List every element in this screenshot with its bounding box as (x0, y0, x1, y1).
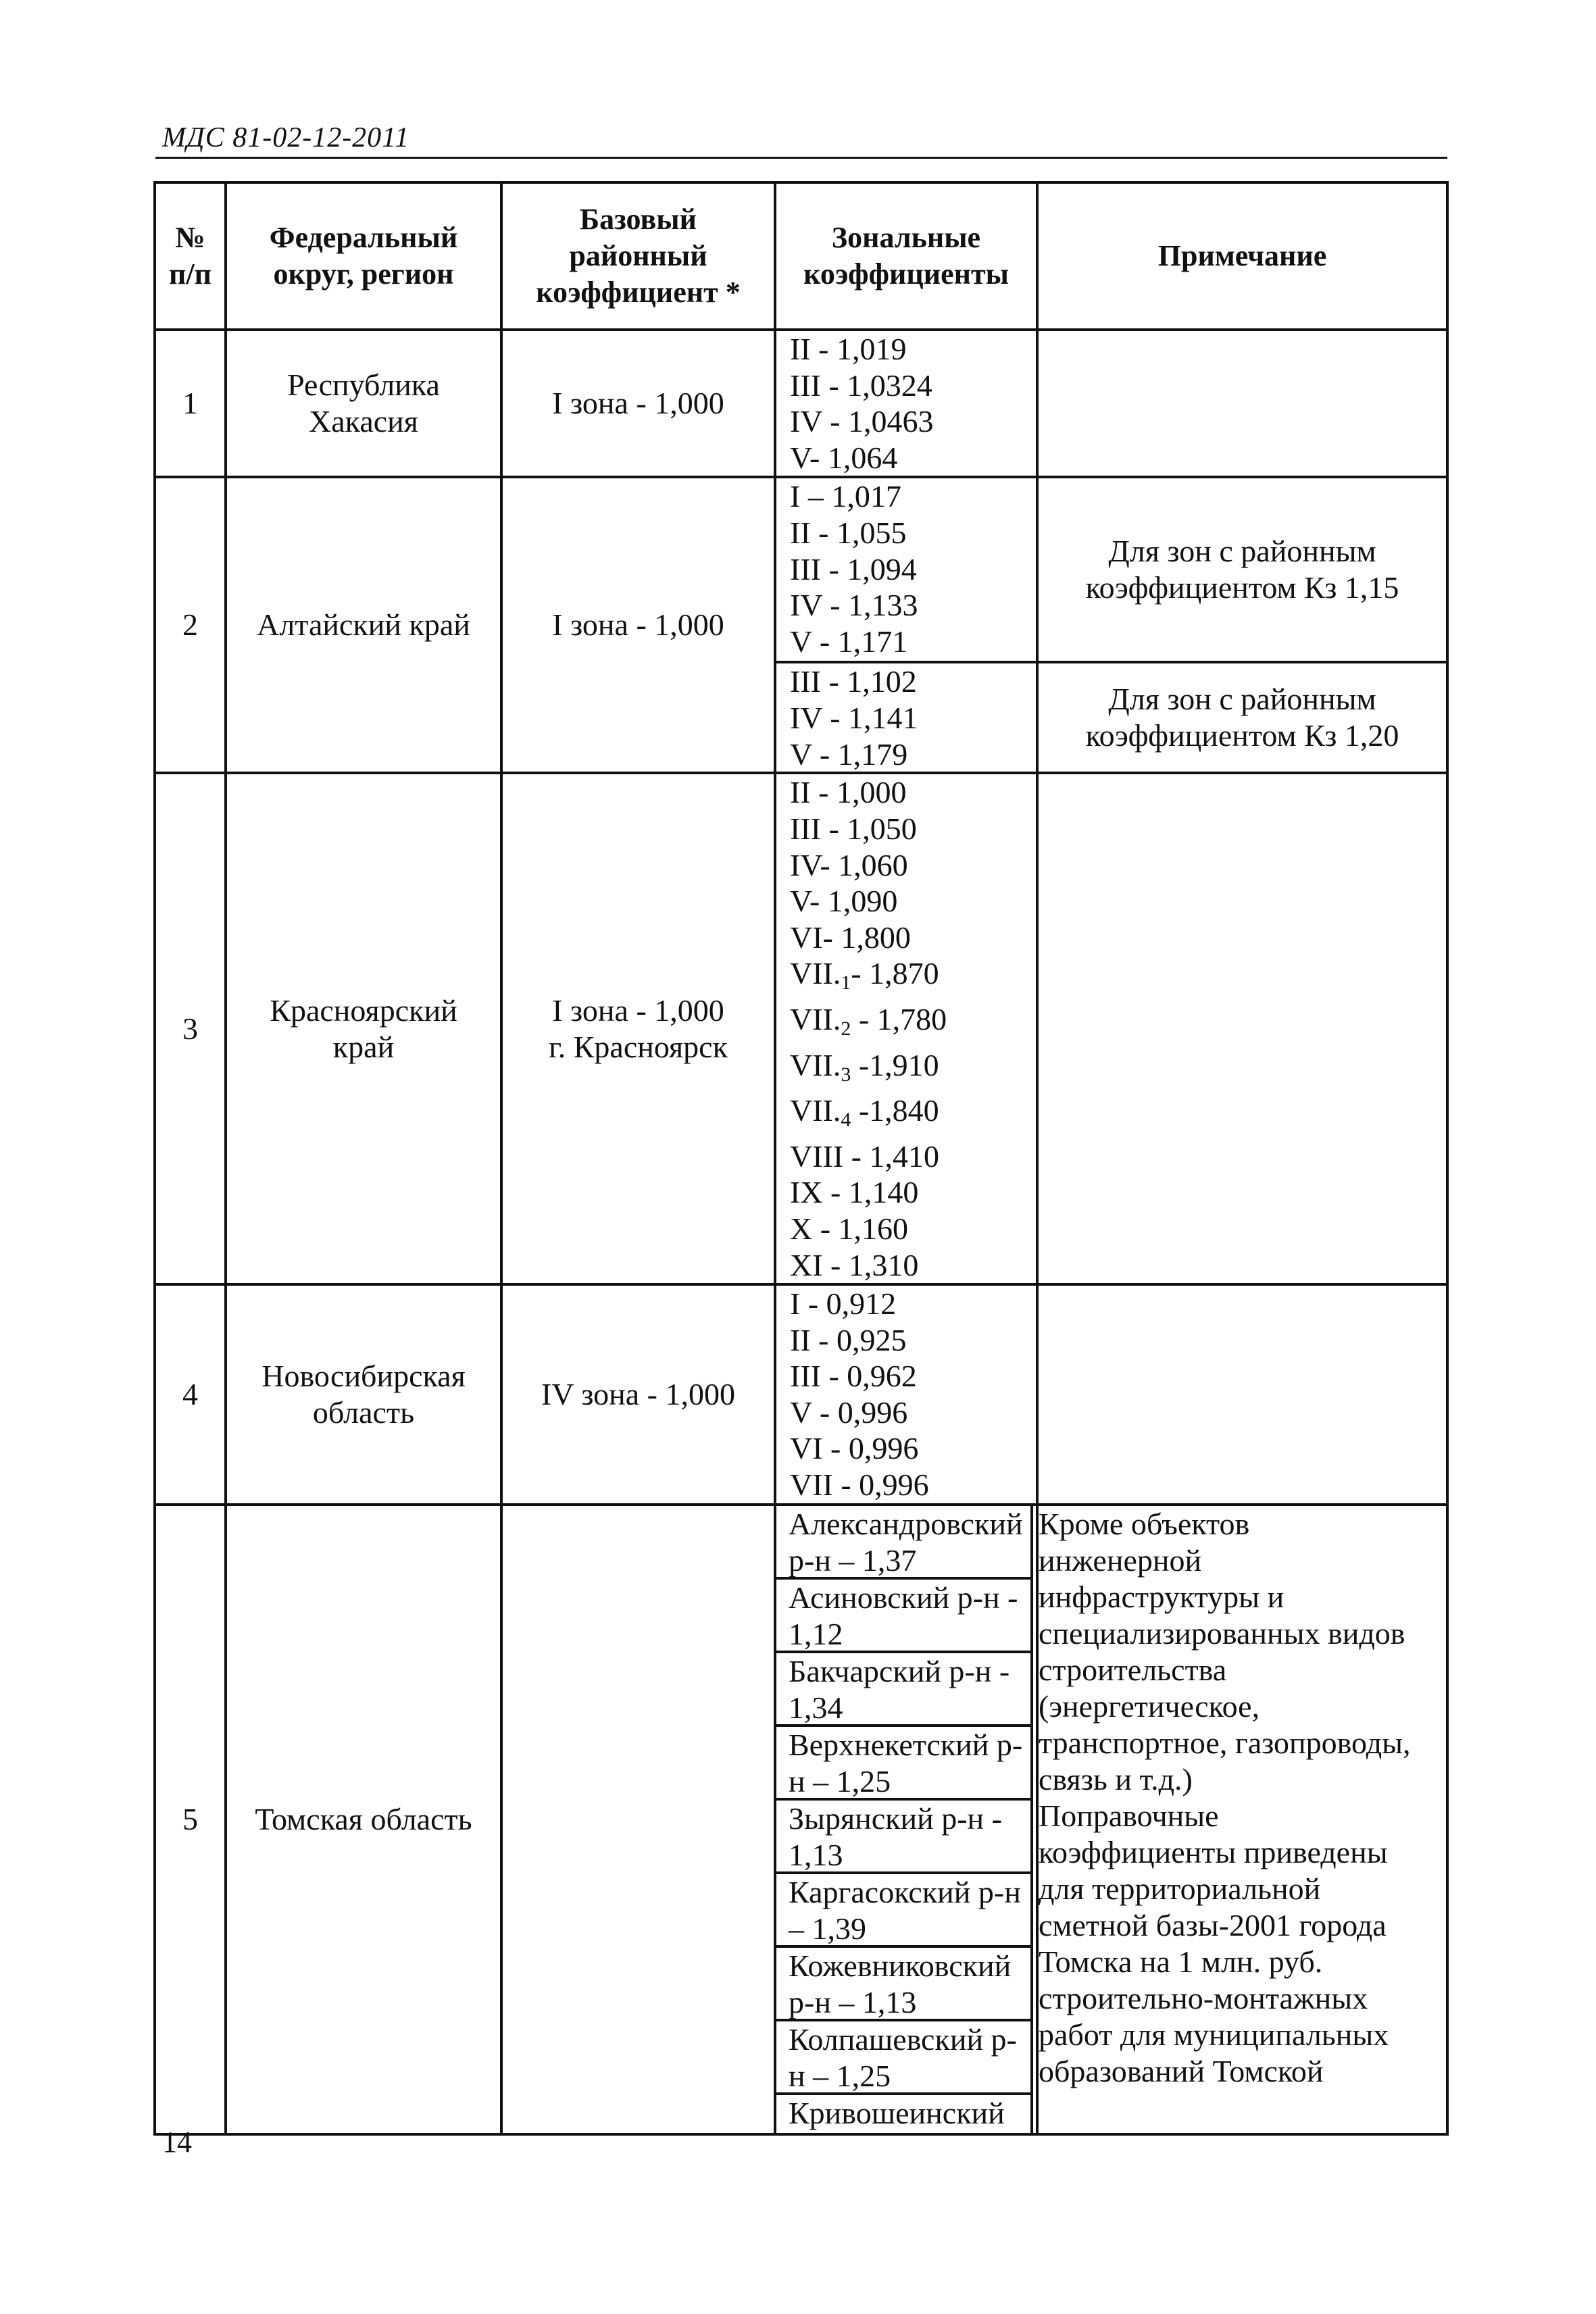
note-split (1037, 477, 1447, 773)
row-number: 3 (155, 773, 226, 1284)
zone-coefficient-line: X - 1,160 (790, 1211, 909, 1246)
table-row (155, 1284, 1447, 1505)
note-kz-1-15: Для зон с районным коэффициентом Кз 1,15 (1039, 478, 1446, 663)
zone-coefficients (775, 1284, 1037, 1505)
note-tomsk: Кроме объектов инженерной инфраструктуры и специализированных видов строительства (энергетическое, транспортное, газопроводы, связь и т.д.) Поправочные коэффициенты приведены для территориальной сметной базы-2001 города Томска на 1 млн. руб. строительно-монтажных работ для муниципальных образований Томской (1037, 1505, 1447, 2134)
note-kz-1-20: Для зон с районным коэффициентом Кз 1,20 (1085, 682, 1399, 753)
zone-coefficient-line: III - 1,094 (790, 551, 917, 586)
note (1037, 773, 1447, 1284)
header-rule (155, 157, 1447, 159)
zone-coefficient-line: III - 1,0324 (790, 368, 932, 403)
zone-coefficients-group-1-15 (776, 478, 1036, 663)
base-coefficient: I зона - 1,000 (501, 477, 775, 773)
zone-coefficient-line: XI - 1,310 (790, 1247, 919, 1282)
region-name: Алтайский край (226, 477, 501, 773)
zone-coefficients (775, 330, 1037, 477)
note (1037, 1284, 1447, 1505)
base-coefficient: IV зона - 1,000 (501, 1284, 775, 1505)
column-header-number: № п/п (155, 182, 226, 330)
document-code: МДС 81-02-12-2011 (162, 122, 410, 153)
base-coefficient (501, 1505, 775, 2134)
zone-coefficient-line: VII - 0,996 (790, 1467, 929, 1503)
column-header-base-coefficient: Базовый районный коэффициент * (501, 182, 775, 330)
zone-coefficients-split (775, 477, 1037, 773)
zone-coefficient-line: I – 1,017 (790, 479, 901, 514)
zone-coefficient-line: IX - 1,140 (790, 1175, 919, 1210)
district-item: Александровский р-н – 1,37 (776, 1506, 1033, 1580)
column-header-note: Примечание (1037, 182, 1447, 330)
zone-coefficient-line: V- 1,064 (790, 440, 898, 475)
zone-coefficient-line: II - 1,000 (790, 775, 907, 810)
row-number: 1 (155, 330, 226, 477)
row-number: 2 (155, 477, 226, 773)
zone-coefficient-line: III - 1,050 (790, 811, 917, 846)
district-item: Кривошеинский (776, 2095, 1033, 2133)
zone-coefficients-group-1-20 (776, 663, 1036, 772)
zone-coefficient-line: III - 0,962 (790, 1359, 917, 1394)
zone-coefficient-line: VI- 1,800 (790, 920, 911, 955)
row-number: 4 (155, 1284, 226, 1505)
zone-coefficient-line: IV - 1,133 (790, 588, 918, 623)
coefficients-table (153, 181, 1449, 2136)
zone-coefficient-line: II - 0,925 (790, 1322, 907, 1357)
table-row (155, 1505, 1447, 2134)
zone-coefficient-line: $VII._2 - 1,780$ (790, 1001, 947, 1040)
region-name: Томская область (226, 1505, 501, 2134)
zone-coefficient-line: IV - 1,0463 (790, 404, 934, 439)
district-item: Асиновский р-н - 1,12 (776, 1580, 1033, 1653)
table-row (155, 330, 1447, 477)
district-item: Верхнекетский р- н – 1,25 (776, 1727, 1033, 1801)
region-name: Красноярский край (226, 773, 501, 1284)
district-item: Каргасокский р-н – 1,39 (776, 1874, 1033, 1948)
zone-coefficients (775, 773, 1037, 1284)
zone-coefficient-line: II - 1,019 (790, 332, 907, 366)
zone-coefficient-line: V- 1,090 (790, 884, 898, 919)
region-name: Республика Хакасия (226, 330, 501, 477)
district-item: Колпашевский р- н – 1,25 (776, 2021, 1033, 2095)
zone-coefficient-line: II - 1,055 (790, 515, 907, 550)
zone-coefficient-line: V - 1,171 (790, 624, 908, 659)
district-list (776, 1506, 1033, 2133)
zone-coefficient-line: IV- 1,060 (790, 847, 908, 882)
page-number: 14 (162, 2126, 192, 2159)
zone-coefficient-line: $VII._3$ -1,910 (790, 1047, 939, 1086)
zone-coefficient-line: VIII - 1,410 (790, 1138, 939, 1174)
zone-coefficient-line: $VII._4$ -1,840 (790, 1093, 939, 1132)
zone-coefficient-line: $VII._1-$ 1,870 (790, 956, 939, 995)
table-header-row (155, 182, 1447, 330)
row-number: 5 (155, 1505, 226, 2134)
zone-coefficient-line: III - 1,102 (790, 664, 917, 699)
region-name: Новосибирская область (226, 1284, 501, 1505)
zone-coefficient-line: I - 0,912 (790, 1286, 897, 1322)
column-header-zone-coefficients: Зональные коэффициенты (775, 182, 1037, 330)
table-row (155, 477, 1447, 773)
district-coefficients (775, 1505, 1037, 2134)
zone-coefficient-line: VI - 0,996 (790, 1431, 919, 1466)
zone-coefficient-line: IV - 1,141 (790, 700, 918, 735)
base-coefficient: I зона - 1,000 (501, 330, 775, 477)
base-coefficient: I зона - 1,000 г. Красноярск (501, 773, 775, 1284)
zone-coefficient-line: V - 1,179 (790, 736, 908, 772)
district-item: Зырянский р-н - 1,13 (776, 1801, 1033, 1874)
table-row (155, 773, 1447, 1284)
note (1037, 330, 1447, 477)
zone-coefficient-line: V - 0,996 (790, 1394, 908, 1430)
column-header-region: Федеральный округ, регион (226, 182, 501, 330)
district-item: Кожевниковский р-н – 1,13 (776, 1948, 1033, 2021)
district-item: Бакчарский р-н - 1,34 (776, 1653, 1033, 1727)
